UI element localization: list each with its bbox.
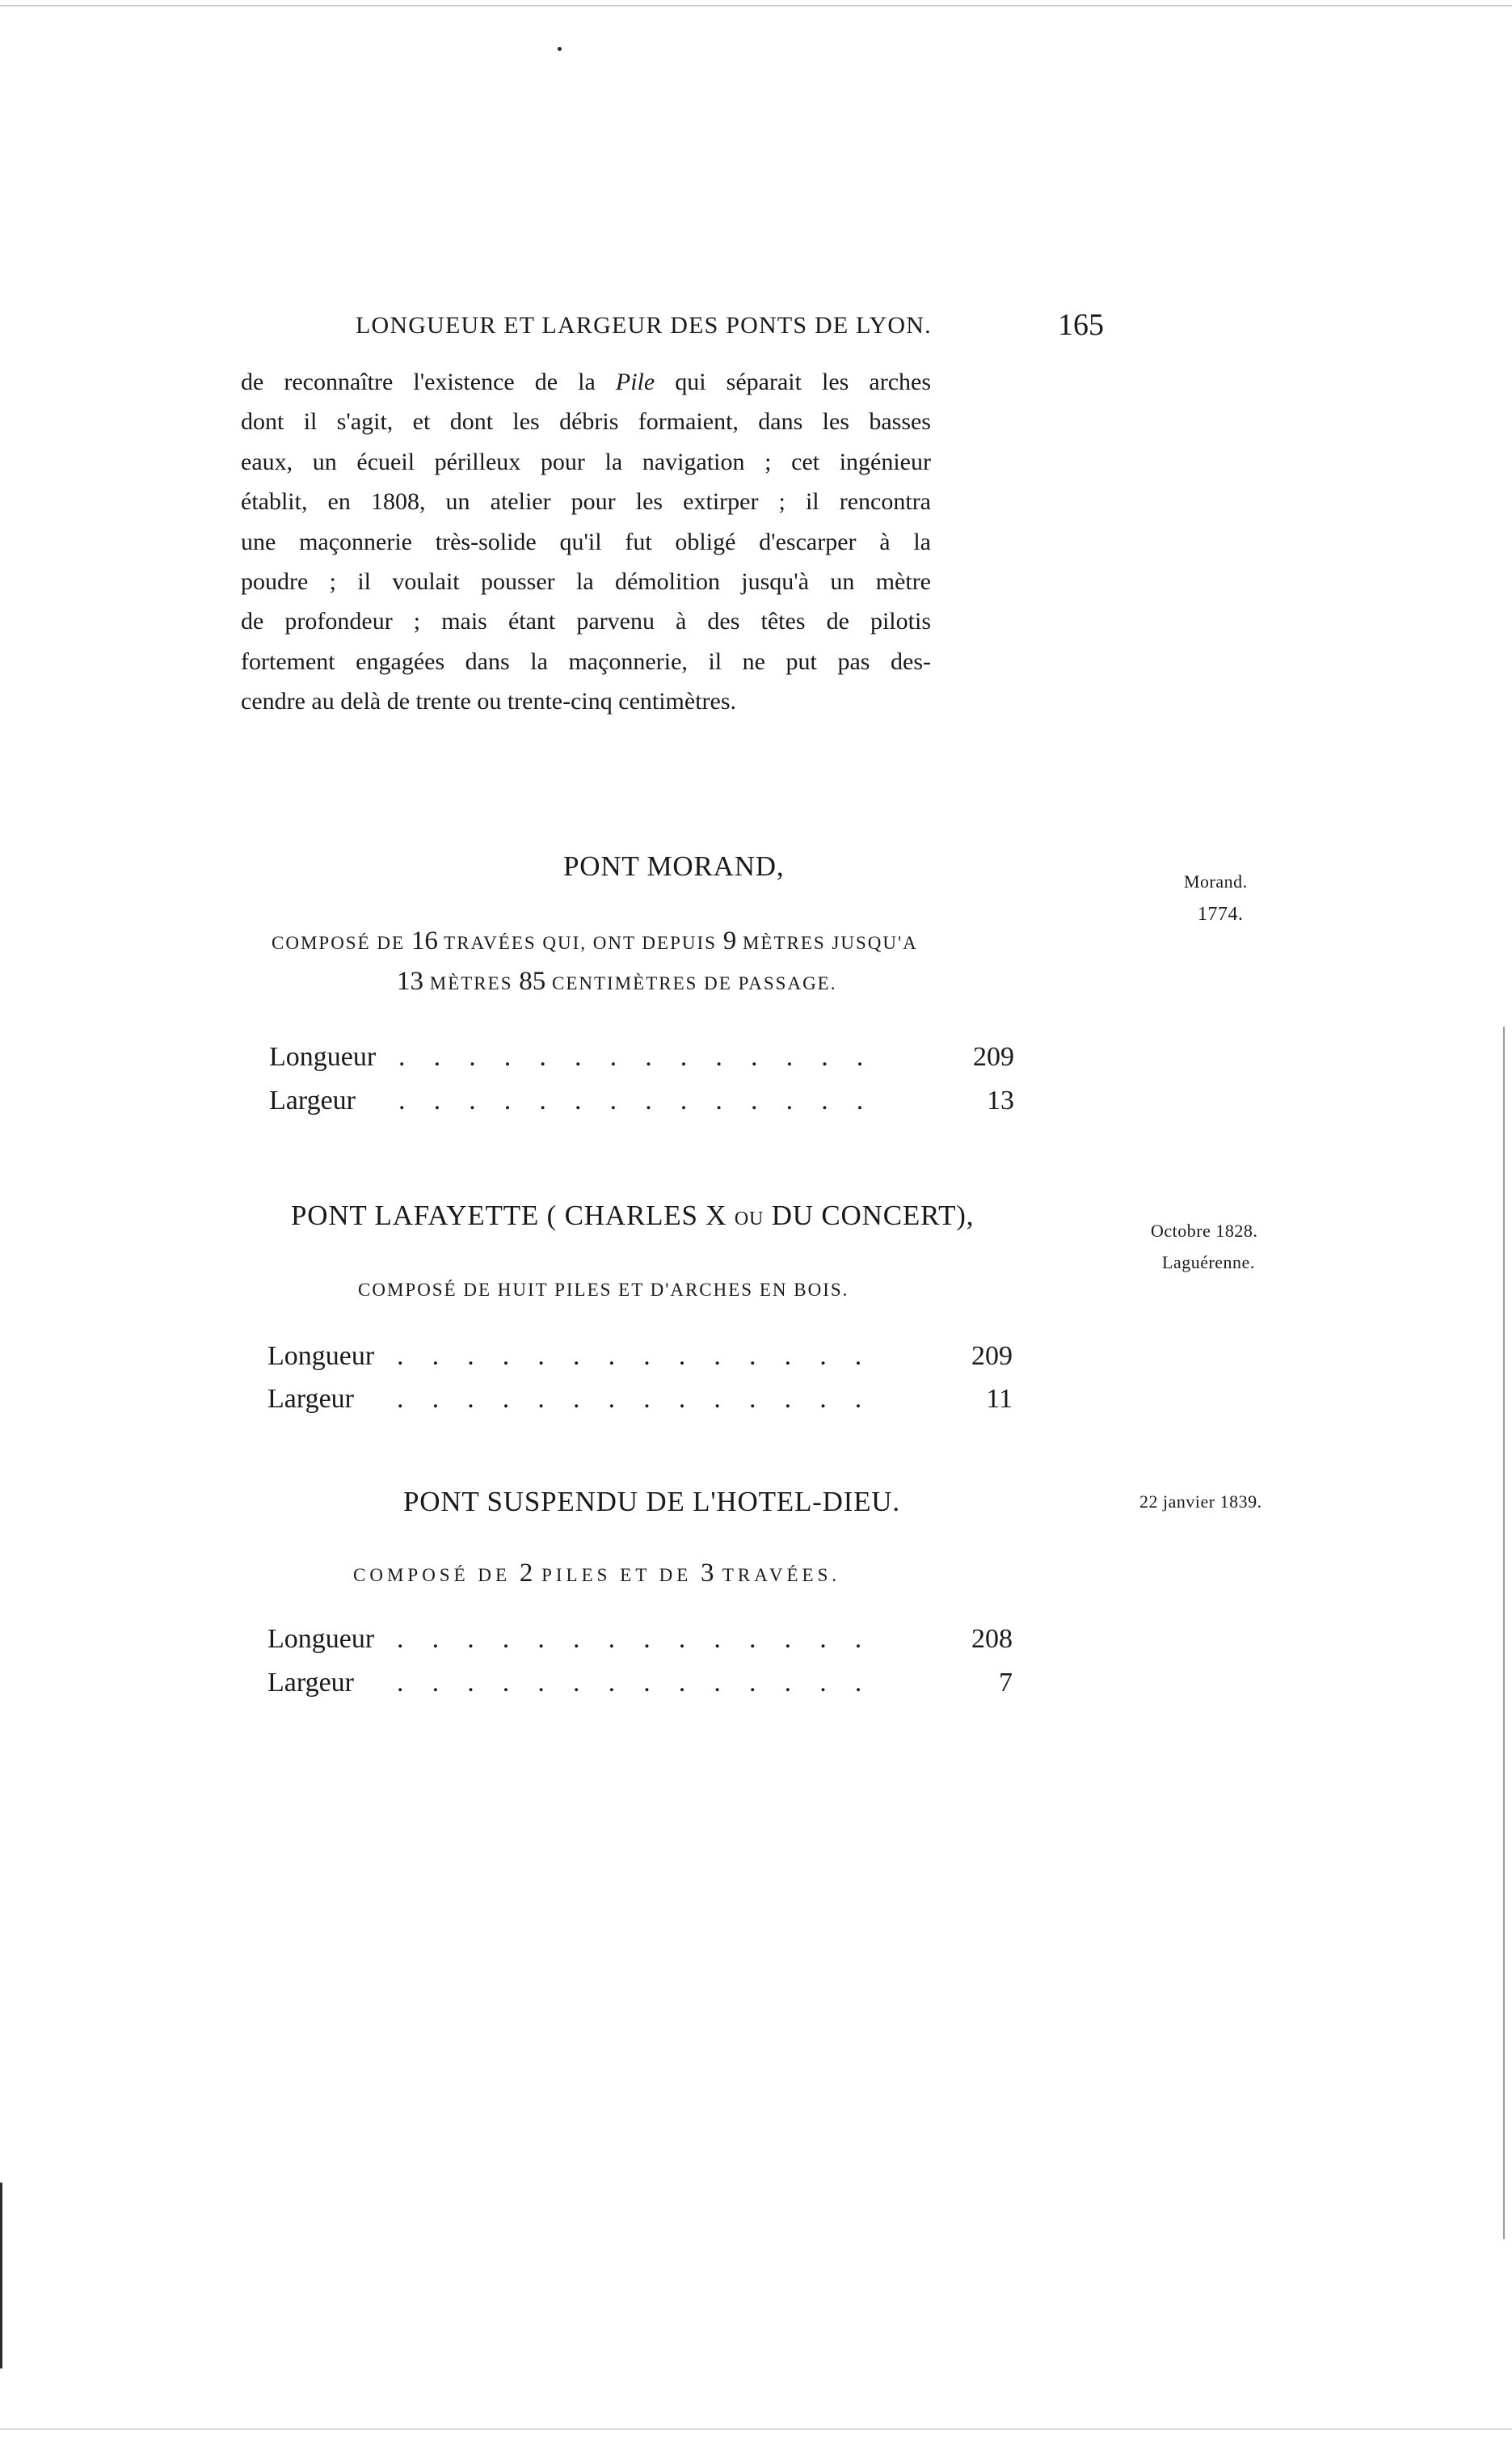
paragraph-line: poudre ; il voulait pousser la démolition jusqu'à un mètre: [241, 567, 931, 595]
margin-note-architect: Laguérenne.: [1162, 1252, 1255, 1272]
measure-row-largeur: [269, 1086, 1014, 1126]
paragraph-line: de reconnaître l'existence de la Pile qui séparait les arches: [241, 369, 931, 395]
leader-dots: . . . . . . . . . . . . . .: [397, 1668, 873, 1698]
scan-edge-left: [0, 2183, 2, 2368]
measure-label: Largeur: [267, 1384, 354, 1414]
section-subtitle-lafayette: COMPOSÉ DE HUIT PILES ET D'ARCHES EN BOIS.: [358, 1280, 849, 1300]
measure-label: Largeur: [267, 1668, 354, 1698]
measure-label: Largeur: [269, 1086, 356, 1116]
scan-edge-bottom: [0, 2428, 1512, 2430]
margin-note-year: 1774.: [1198, 904, 1244, 925]
section-title-hotel-dieu: PONT SUSPENDU DE L'HOTEL-DIEU.: [403, 1486, 900, 1517]
measure-label: Longueur: [269, 1042, 377, 1072]
body-paragraph: [241, 362, 931, 722]
section-title-lafayette: PONT LAFAYETTE ( CHARLES X OU DU CONCERT),: [291, 1200, 975, 1231]
section-subtitle-morand-line2: 13 MÈTRES 85 CENTIMÈTRES DE PASSAGE.: [397, 967, 837, 996]
measure-label: Longueur: [267, 1341, 375, 1371]
section-title-morand: PONT MORAND,: [563, 850, 785, 882]
page-number: 165: [1058, 308, 1104, 342]
scan-dot: [558, 47, 562, 51]
measure-row-largeur: [267, 1668, 1013, 1708]
paragraph-line: cendre au delà de trente ou trente-cinq centimètres.: [241, 688, 737, 715]
scan-edge-top: [0, 5, 1512, 6]
measure-row-longueur: [269, 1042, 1014, 1082]
measure-value: 13: [987, 1086, 1014, 1116]
paragraph-line: fortement engagées dans la maçonnerie, il ne put pas des-: [241, 647, 931, 675]
section-subtitle-morand-line1: COMPOSÉ DE 16 TRAVÉES QUI, ONT DEPUIS 9 MÈTRES JUSQU'A: [272, 926, 918, 955]
paragraph-line: dont il s'agit, et dont les débris formaient, dans les basses: [241, 408, 931, 436]
leader-dots: . . . . . . . . . . . . . .: [397, 1384, 873, 1414]
measure-value: 208: [971, 1624, 1013, 1654]
margin-note-architect: Morand.: [1184, 871, 1248, 892]
running-title: LONGUEUR ET LARGEUR DES PONTS DE LYON.: [356, 312, 932, 339]
measure-value: 11: [986, 1384, 1013, 1414]
measure-value: 209: [971, 1341, 1013, 1371]
measure-value: 209: [973, 1042, 1014, 1072]
section-subtitle-hotel-dieu: COMPOSÉ DE 2 PILES ET DE 3 TRAVÉES.: [353, 1559, 841, 1588]
measure-row-largeur: [267, 1384, 1013, 1424]
paragraph-line: eaux, un écueil périlleux pour la navigation ; cet ingénieur: [241, 448, 931, 475]
margin-note-date: Octobre 1828.: [1151, 1221, 1258, 1241]
scan-edge-right: [1503, 1027, 1505, 2239]
paragraph-line: établit, en 1808, un atelier pour les extirper ; il rencontra: [241, 488, 931, 516]
leader-dots: . . . . . . . . . . . . . .: [397, 1341, 873, 1371]
leader-dots: . . . . . . . . . . . . . .: [397, 1624, 873, 1654]
leader-dots: . . . . . . . . . . . . . .: [398, 1086, 874, 1116]
measure-value: 7: [999, 1668, 1013, 1698]
leader-dots: . . . . . . . . . . . . . .: [398, 1042, 874, 1072]
paragraph-line: de profondeur ; mais étant parvenu à des têtes de pilotis: [241, 608, 931, 635]
measure-row-longueur: [267, 1341, 1013, 1381]
measure-label: Longueur: [267, 1624, 375, 1654]
margin-note-date: 22 janvier 1839.: [1139, 1491, 1262, 1512]
measure-row-longueur: [267, 1624, 1013, 1664]
paragraph-line: une maçonnerie très-solide qu'il fut obligé d'escarper à la: [241, 528, 931, 555]
italic-word: Pile: [615, 369, 655, 395]
